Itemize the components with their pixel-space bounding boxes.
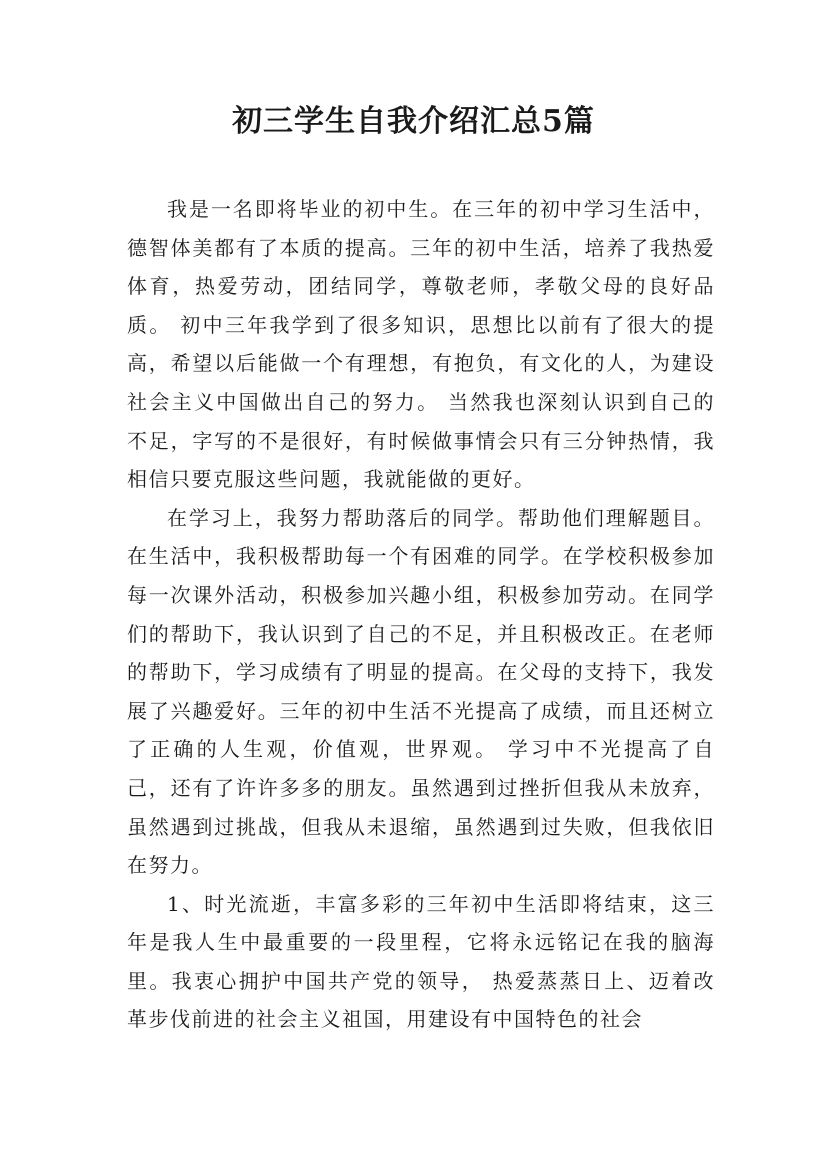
document-title: 初三学生自我介绍汇总5篇 (232, 104, 595, 139)
paragraph-1: 我是一名即将毕业的初中生。在三年的初中学习生活中，德智体美都有了本质的提高。三年的初中生活，培养了我热爱体育，热爱劳动，团结同学，尊敬老师，孝敬父母的良好品质。 初中三年我学到了很多知识，思想比以前有了很大的提高，希望以后能做一个有理想，有抱负，有文化的人，为建设社会主义中国做出自己的努力。 当然我也深刻认识到自己的不足，字写的不是很好，有时候做事情会只有三分钟热情，我相信只要克服这些问题，我就能做的更好。 (127, 197, 715, 492)
paragraph-2: 在学习上，我努力帮助落后的同学。帮助他们理解题目。在生活中，我积极帮助每一个有困难的同学。在学校积极参加每一次课外活动，积极参加兴趣小组，积极参加劳动。在同学们的帮助下，我认识到了自己的不足，并且积极改正。在老师的帮助下，学习成绩有了明显的提高。在父母的支持下，我发展了兴趣爱好。三年的初中生活不光提高了成绩，而且还树立了正确的人生观，价值观，世界观。 学习中不光提高了自己，还有了许许多多的朋友。虽然遇到过挫折但我从未放弃，虽然遇到过挑战，但我从未退缩，虽然遇到过失败，但我依旧在努力。 (127, 505, 715, 878)
paragraph-3: 1、时光流逝，丰富多彩的三年初中生活即将结束，这三年是我人生中最重要的一段里程，它将永远铭记在我的脑海里。我衷心拥护中国共产党的领导， 热爱蒸蒸日上、迈着改革步伐前进的社会主义祖国，用建设有中国特色的社会 (127, 891, 715, 1032)
document-body (127, 190, 715, 1039)
